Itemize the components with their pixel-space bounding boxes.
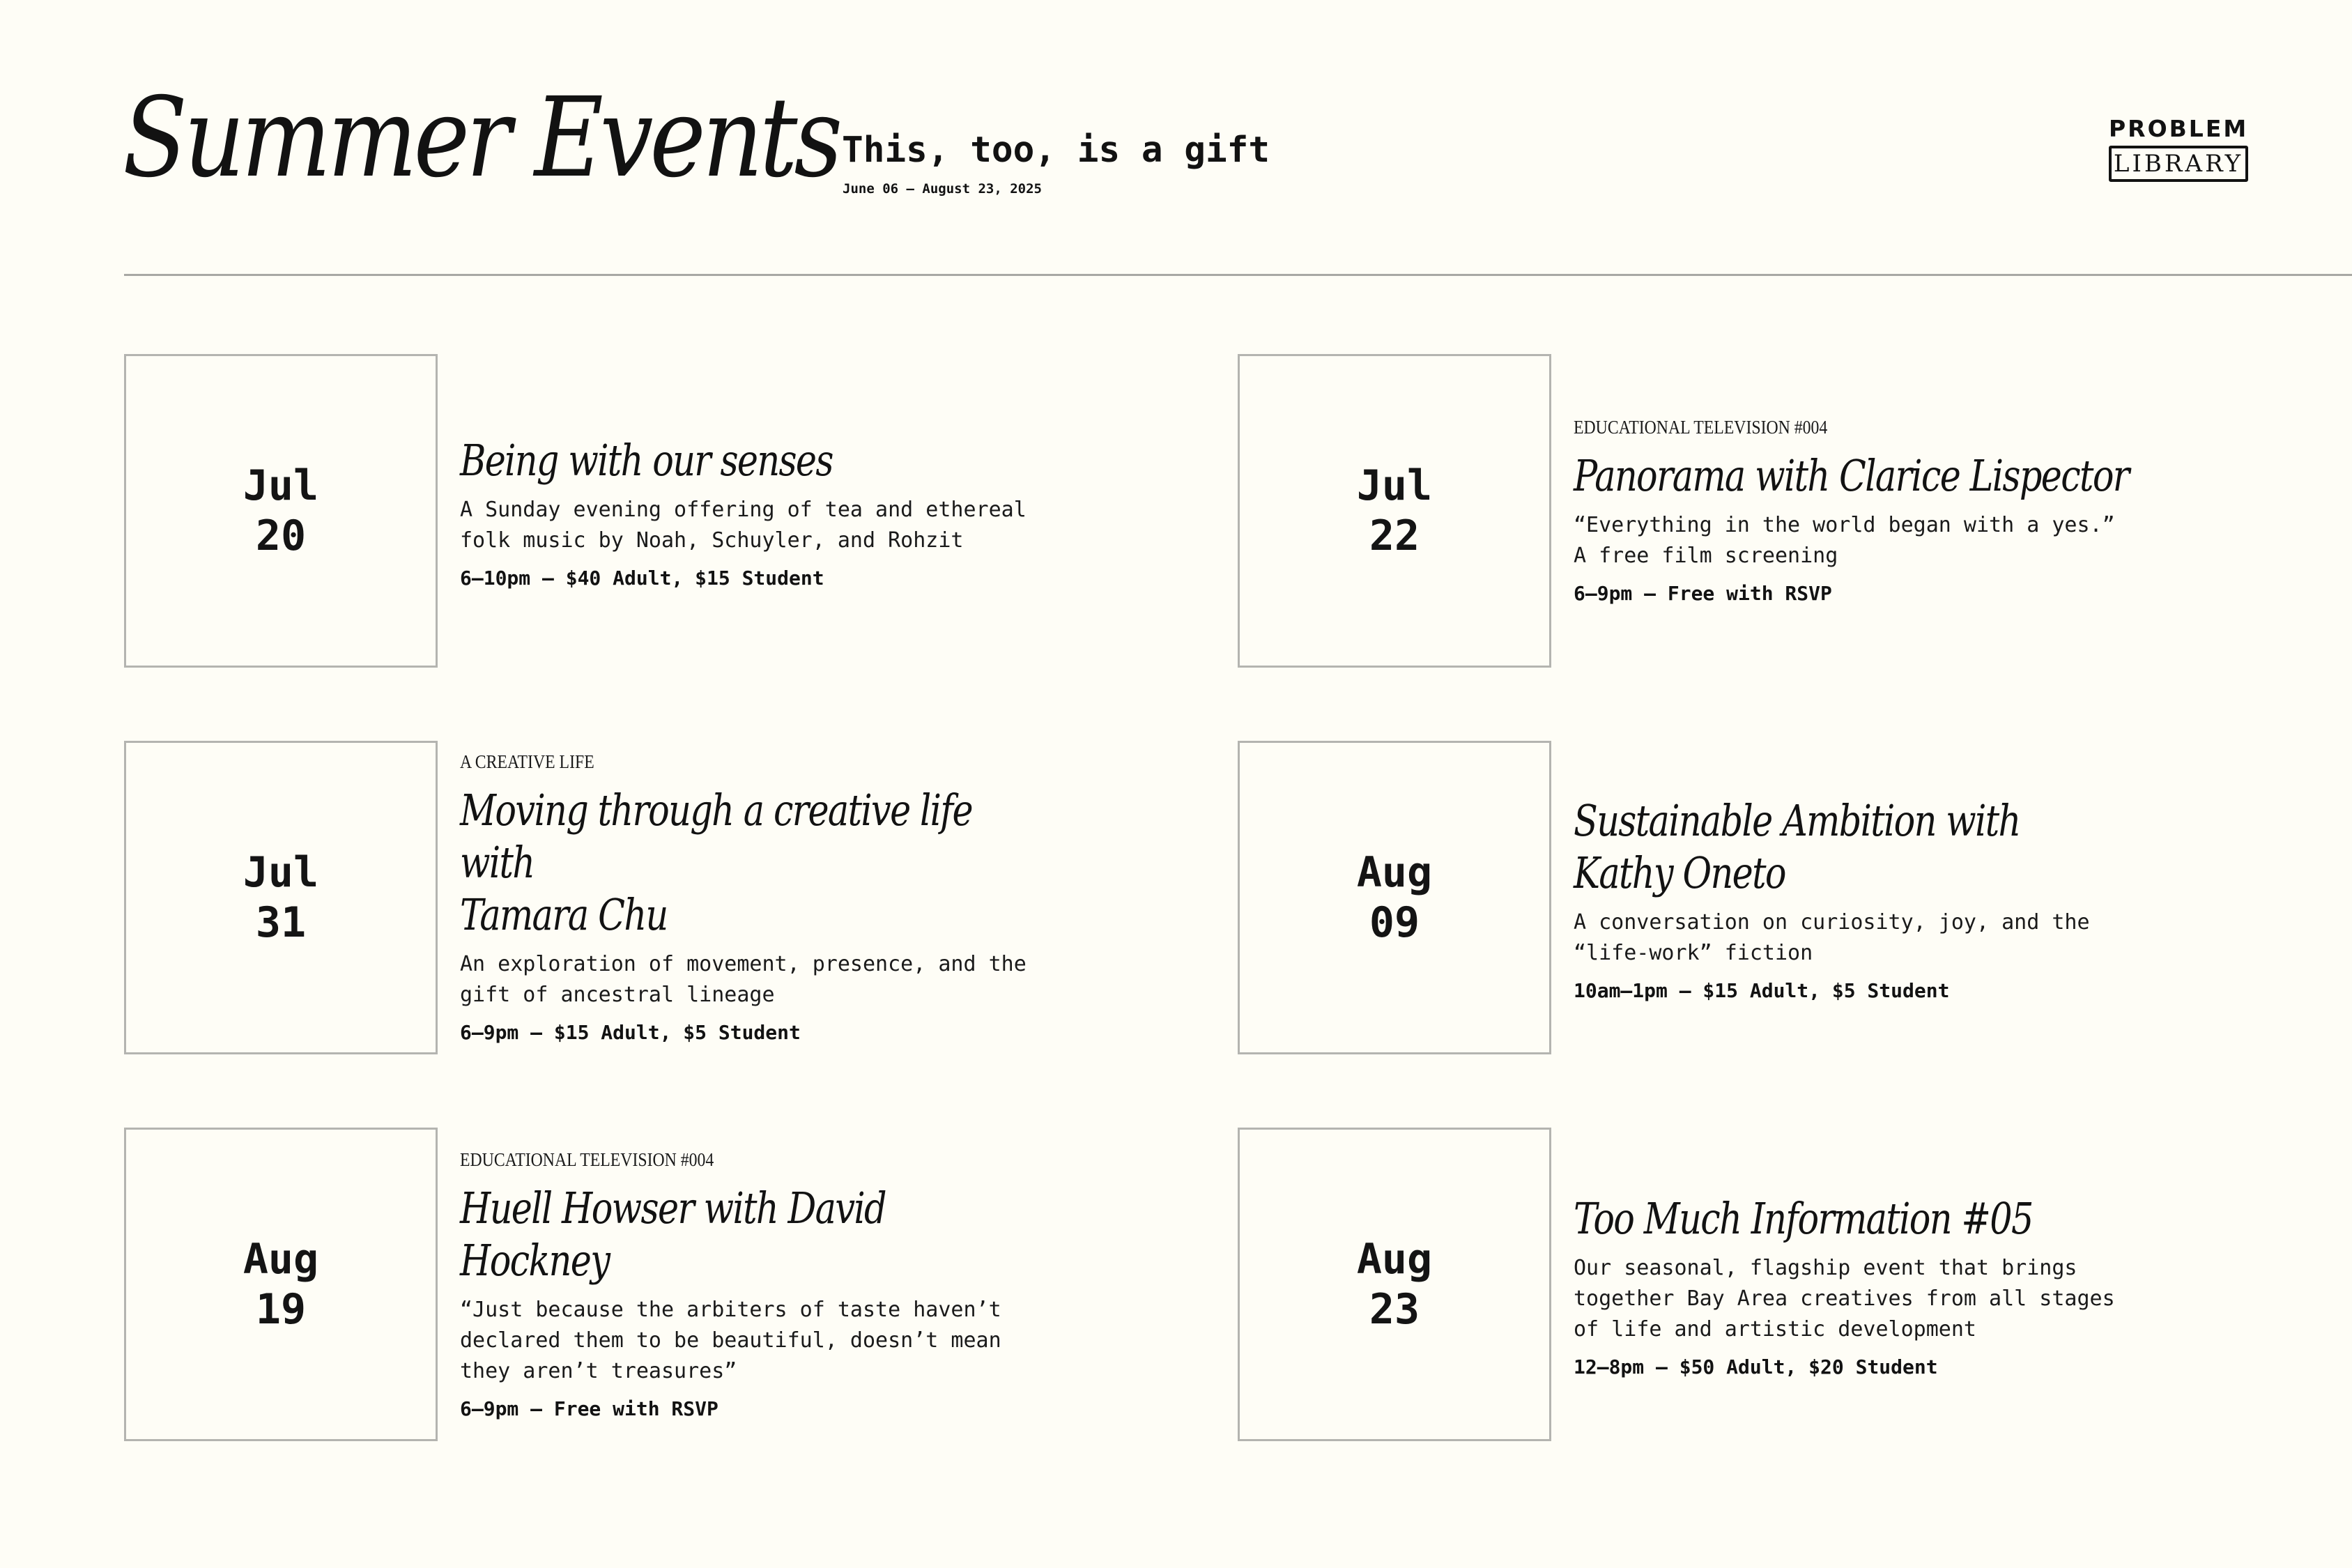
event-description-line: A Sunday evening offering of tea and ethereal	[460, 497, 1027, 522]
event-description	[1574, 1253, 2270, 1345]
event-day: 09	[1369, 898, 1420, 947]
date-range: June 06 – August 23, 2025	[843, 181, 1042, 197]
event-month: Jul	[243, 461, 319, 510]
event-date-box	[1238, 354, 1551, 668]
event-description-line: “Just because the arbiters of taste haven’t	[460, 1297, 1001, 1322]
header-divider	[124, 274, 2352, 276]
page-title: Summer Events	[123, 74, 839, 202]
event-title	[460, 784, 1031, 941]
event-title-line: Sustainable Ambition with	[1574, 795, 2020, 846]
event-title: Panorama with Clarice Lispector	[1574, 450, 2129, 501]
event-day: 20	[255, 512, 307, 560]
event-description-line: together Bay Area creatives from all stages	[1574, 1286, 2115, 1311]
event-info	[460, 354, 1157, 668]
event-day: 22	[1369, 512, 1420, 560]
event-day: 23	[1369, 1285, 1420, 1334]
event-date-box	[124, 1128, 438, 1441]
logo-line-1: PROBLEM	[2109, 115, 2249, 142]
event-description	[1574, 907, 2270, 969]
event-date-box	[1238, 1128, 1551, 1441]
event-title-line: Moving through a creative life with	[460, 785, 972, 888]
event-series-label: A CREATIVE LIFE	[460, 751, 594, 772]
event-card-jul-22	[1238, 354, 2283, 668]
event-description-line: A free film screening	[1574, 544, 1838, 568]
event-month: Aug	[1356, 1235, 1433, 1284]
event-time-price: 6–10pm – $40 Adult, $15 Student	[460, 566, 824, 590]
event-month: Jul	[243, 848, 319, 897]
event-info	[460, 741, 1157, 1054]
event-description-line: declared them to be beautiful, doesn’t mean	[460, 1328, 1001, 1353]
event-description	[460, 495, 1157, 556]
logo-line-2: LIBRARY	[2109, 146, 2248, 182]
event-card-aug-23	[1238, 1128, 2283, 1441]
event-month: Aug	[1356, 848, 1433, 897]
event-description-line: Our seasonal, flagship event that brings	[1574, 1255, 2077, 1280]
event-description-line: folk music by Noah, Schuyler, and Rohzit	[460, 528, 964, 553]
event-time-price: 6–9pm – Free with RSVP	[1574, 582, 1832, 605]
event-description	[460, 1295, 1157, 1387]
event-description-line: gift of ancestral lineage	[460, 983, 775, 1007]
event-card-aug-09	[1238, 741, 2283, 1054]
event-card-aug-19	[124, 1128, 1169, 1441]
event-info	[1574, 741, 2270, 1054]
event-title-line: Tamara Chu	[460, 889, 668, 940]
problem-library-logo	[2109, 117, 2248, 182]
event-time-price: 6–9pm – Free with RSVP	[460, 1397, 718, 1420]
event-day: 19	[255, 1285, 307, 1334]
event-card-jul-20	[124, 354, 1169, 668]
event-title: Being with our senses	[460, 434, 833, 486]
event-description	[1574, 510, 2270, 571]
event-title: Too Much Information #05	[1574, 1192, 2033, 1244]
event-title	[1574, 794, 2145, 899]
event-info	[460, 1128, 1157, 1441]
event-month: Aug	[243, 1235, 319, 1284]
event-time-price: 10am–1pm – $15 Adult, $5 Student	[1574, 979, 1950, 1002]
event-date-box	[124, 354, 438, 668]
event-series-label: EDUCATIONAL TELEVISION #004	[1574, 417, 1828, 438]
event-description	[460, 949, 1157, 1010]
event-description-line: A conversation on curiosity, joy, and the	[1574, 910, 2090, 935]
event-series-label: EDUCATIONAL TELEVISION #004	[460, 1148, 714, 1170]
event-description-line: of life and artistic development	[1574, 1316, 1976, 1342]
event-info	[1574, 354, 2270, 668]
event-description-line: “life-work” fiction	[1574, 941, 1813, 965]
event-info	[1574, 1128, 2270, 1441]
event-title-line: Kathy Oneto	[1574, 847, 1785, 898]
event-description-line: “Everything in the world began with a yes.”	[1574, 513, 2115, 537]
page-subtitle: This, too, is a gift	[842, 130, 1270, 171]
event-month: Jul	[1356, 461, 1433, 510]
event-card-jul-31	[124, 741, 1169, 1054]
event-time-price: 12–8pm – $50 Adult, $20 Student	[1574, 1355, 1938, 1378]
event-description-line: An exploration of movement, presence, and the	[460, 952, 1027, 976]
event-day: 31	[255, 898, 307, 947]
event-date-box	[124, 741, 438, 1054]
event-date-box	[1238, 741, 1551, 1054]
event-time-price: 6–9pm – $15 Adult, $5 Student	[460, 1021, 801, 1044]
event-description-line: they aren’t treasures”	[460, 1358, 737, 1383]
event-title: Huell Howser with David Hockney	[460, 1182, 886, 1286]
